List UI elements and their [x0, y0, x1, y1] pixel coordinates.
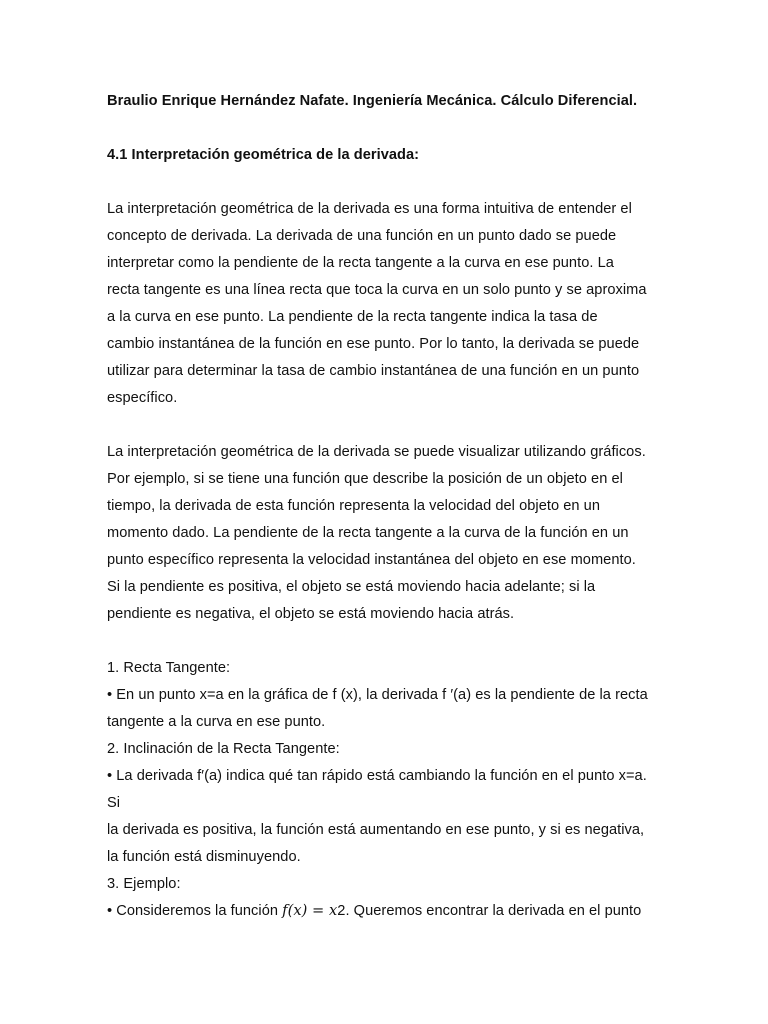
paragraph1-line: utilizar para determinar la tasa de cambio instantánea de una función en un punto — [107, 363, 640, 379]
paragraph2-line: La interpretación geométrica de la derivada se puede visualizar utilizando gráficos. — [107, 444, 646, 460]
paragraph1-line: recta tangente es una línea recta que toca la curva en un solo punto y se aproxima — [107, 282, 647, 298]
list-bullet-line: la derivada es positiva, la función está aumentando en ese punto, y si es negativa, — [107, 822, 645, 838]
paragraph2-line: pendiente es negativa, el objeto se está moviendo hacia atrás. — [107, 606, 515, 622]
example-text-suffix: 2. Queremos encontrar la derivada en el punto — [337, 903, 642, 919]
paragraph2-line: Si la pendiente es positiva, el objeto se está moviendo hacia adelante; si la — [107, 579, 596, 595]
paragraph2-line: momento dado. La pendiente de la recta tangente a la curva de la función en un — [107, 525, 629, 541]
example-line — [107, 902, 641, 920]
paragraph1-line: concepto de derivada. La derivada de una función en un punto dado se puede — [107, 228, 617, 244]
paragraph1-line: a la curva en ese punto. La pendiente de la recta tangente indica la tasa de — [107, 309, 598, 325]
list-bullet-line: Si — [107, 795, 121, 811]
example-text-prefix: • Consideremos la función — [107, 903, 283, 919]
paragraph2-line: punto específico representa la velocidad instantánea del objeto en ese momento. — [107, 552, 636, 568]
list-bullet-line: • En un punto x=a en la gráfica de f (x), la derivada f ′(a) es la pendiente de la recta — [107, 687, 648, 703]
paragraph2-line: Por ejemplo, si se tiene una función que describe la posición de un objeto en el — [107, 471, 623, 487]
section-title: 4.1 Interpretación geométrica de la derivada: — [107, 147, 420, 163]
paragraph2-line: tiempo, la derivada de esta función representa la velocidad del objeto en un — [107, 498, 601, 514]
paragraph1-line: La interpretación geométrica de la derivada es una forma intuitiva de entender el — [107, 201, 632, 217]
paragraph1-line: interpretar como la pendiente de la recta tangente a la curva en ese punto. La — [107, 255, 614, 271]
list-heading-inclinacion: 2. Inclinación de la Recta Tangente: — [107, 741, 340, 757]
list-heading-ejemplo: 3. Ejemplo: — [107, 876, 181, 892]
paragraph1-line: cambio instantánea de la función en ese punto. Por lo tanto, la derivada se puede — [107, 336, 640, 352]
list-bullet-line: la función está disminuyendo. — [107, 849, 301, 865]
list-heading-recta-tangente: 1. Recta Tangente: — [107, 660, 231, 676]
list-bullet-line: • La derivada f′(a) indica qué tan rápido está cambiando la función en el punto x=a. — [107, 768, 647, 784]
math-expression: 𝑓(𝑥) = 𝑥 — [282, 902, 338, 919]
document-header: Braulio Enrique Hernández Nafate. Ingeniería Mecánica. Cálculo Diferencial. — [107, 93, 638, 109]
list-bullet-line: tangente a la curva en ese punto. — [107, 714, 326, 730]
paragraph1-line: específico. — [107, 390, 178, 406]
